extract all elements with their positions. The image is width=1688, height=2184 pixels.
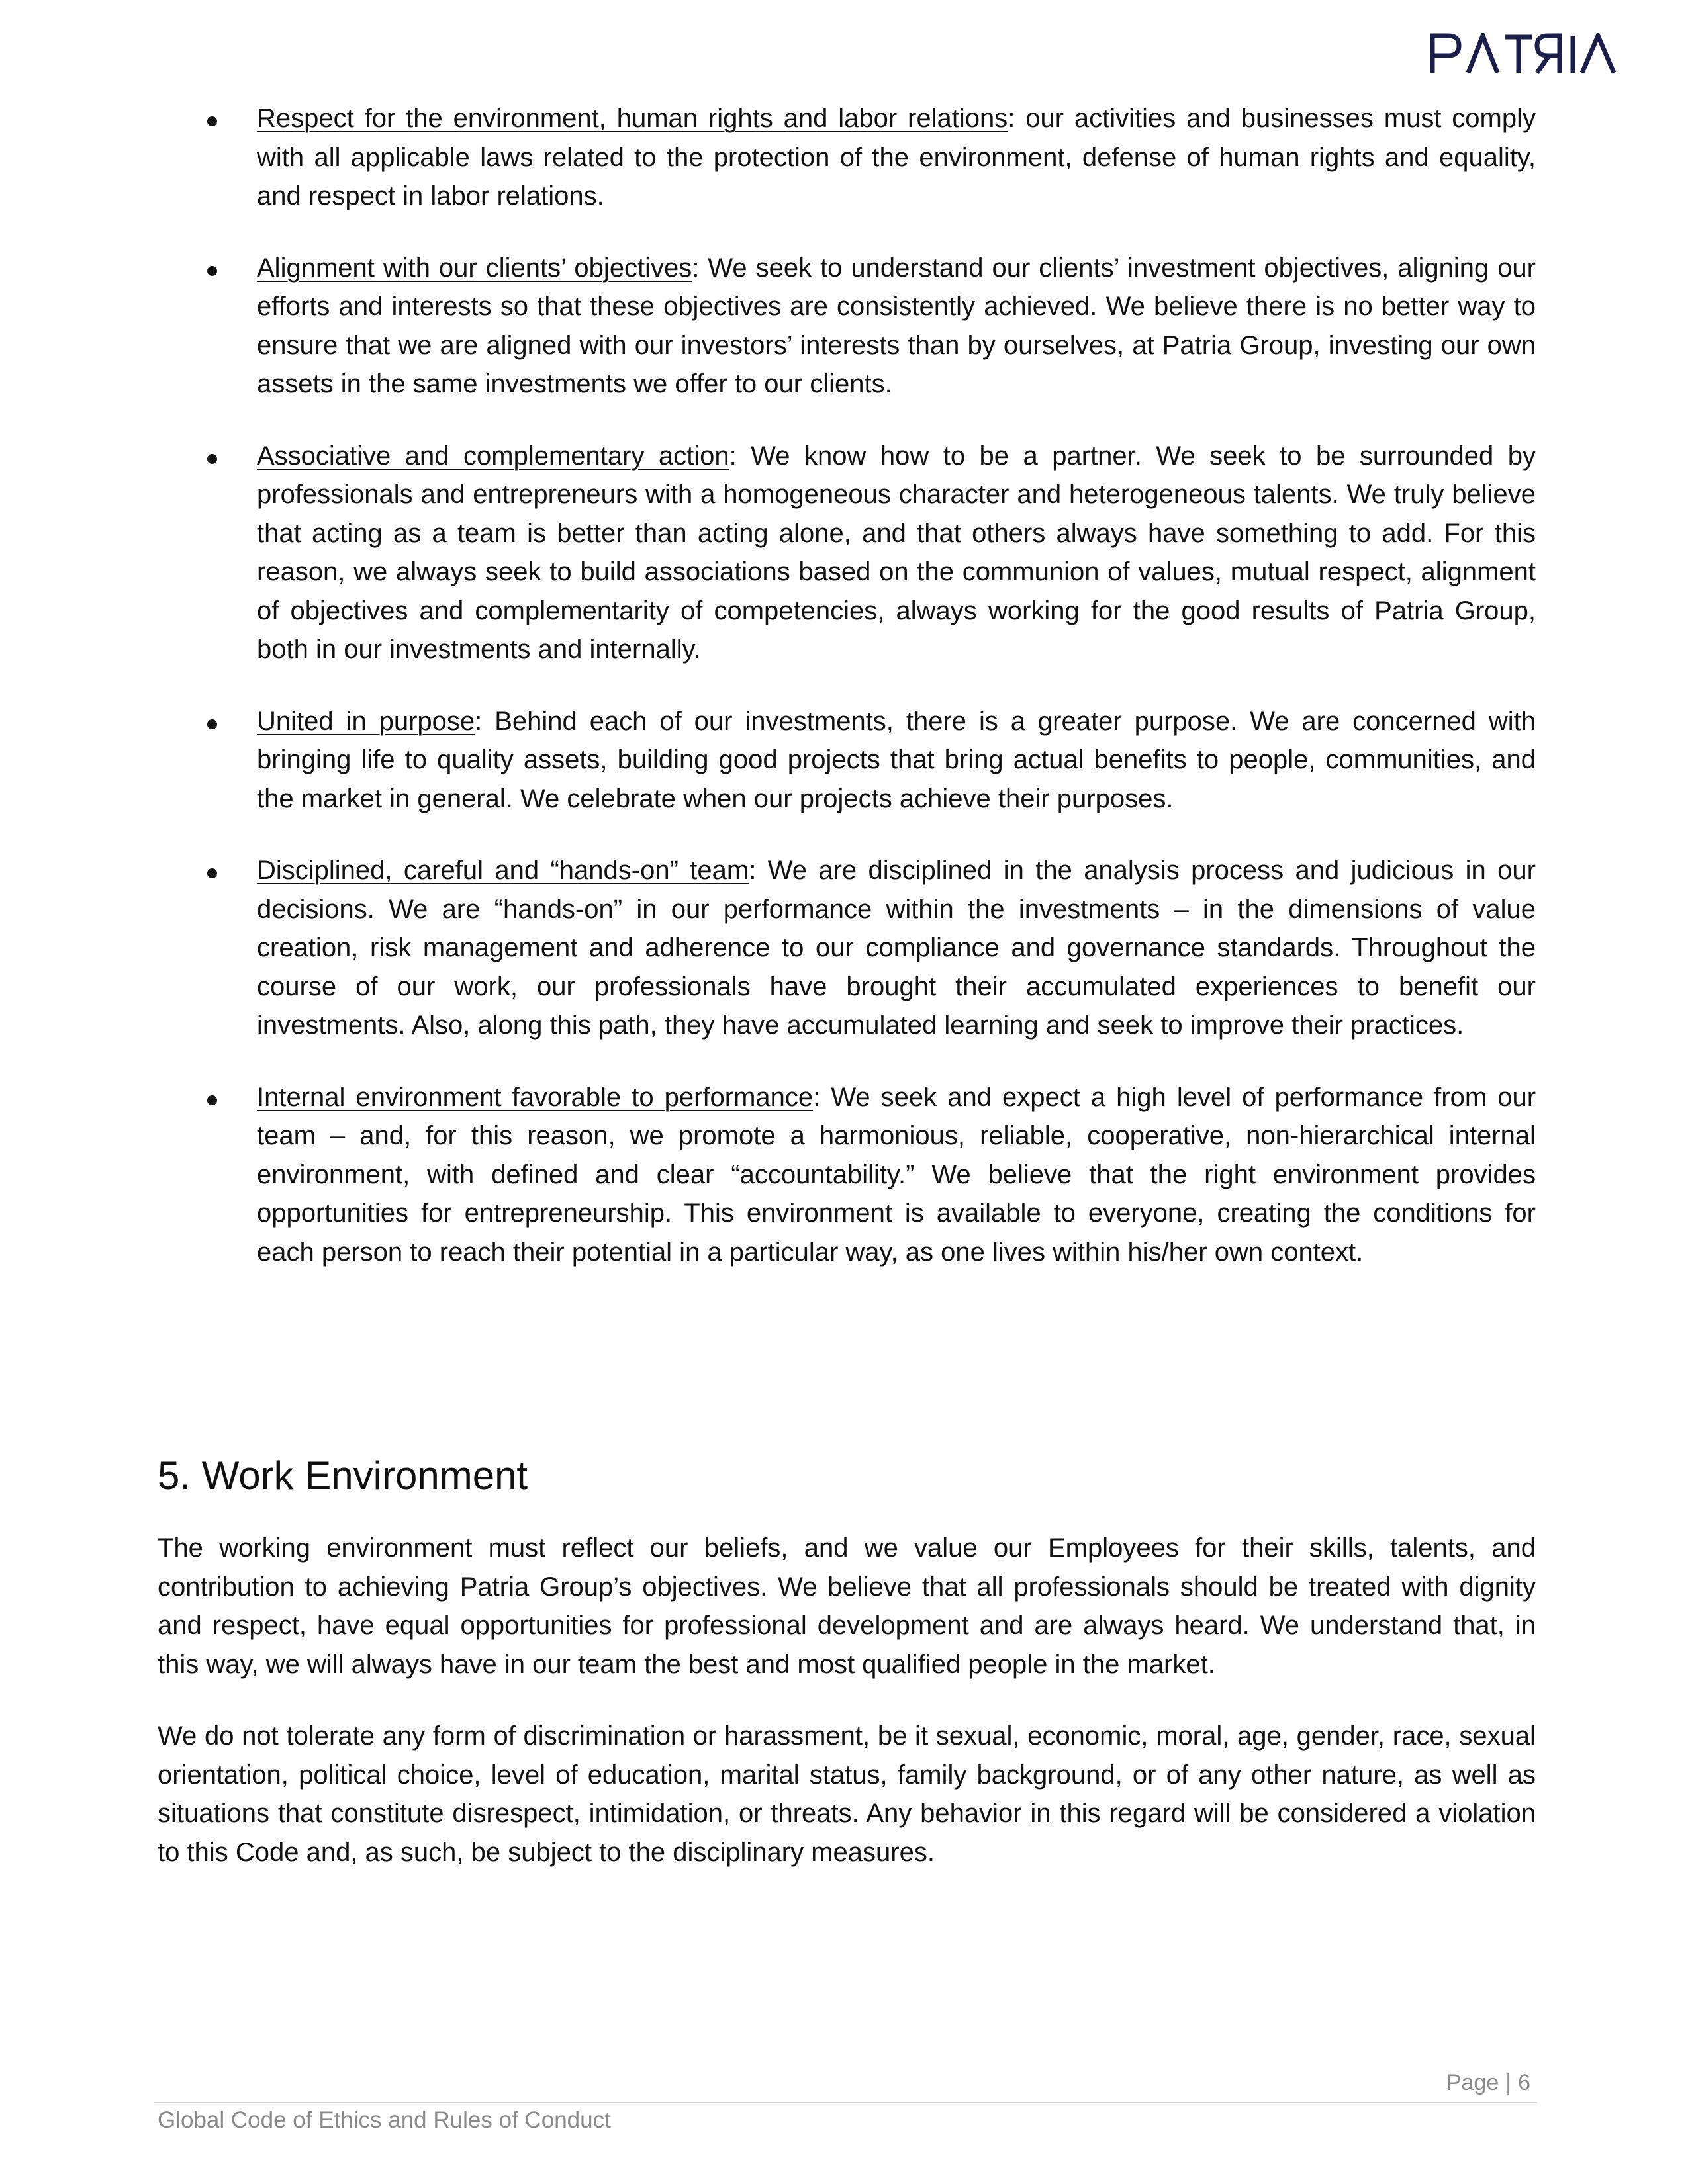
page-number (1446, 2070, 1530, 2096)
bullet-icon (207, 868, 217, 878)
value-term: United in purpose (257, 706, 475, 736)
page-number-value: 6 (1518, 2070, 1530, 2095)
page-separator: | (1505, 2070, 1512, 2095)
section-body (158, 1529, 1536, 1905)
bullet-icon (207, 454, 217, 464)
value-paragraph (257, 437, 1536, 669)
value-text: : We seek and expect a high level of performance from our team – and, for this reason, we promote a harmonious, reliable, cooperative, non-hierarchical internal environment, with defined and clear “accountability.” We believe that the right environment provides opportunities for entrepreneurship. This environment is available to everyone, creating the conditions for each person to reach their potential in a particular way, as one lives within his/her own context. (257, 1082, 1536, 1267)
patria-logo (1429, 33, 1627, 74)
value-paragraph (257, 99, 1536, 216)
page-label: Page (1446, 2070, 1499, 2095)
value-text: : We know how to be a partner. We seek to be surrounded by professionals and entrepreneurs with a homogeneous character and heterogeneous talents. We truly believe that acting as a team is better than acting alone, and that others always have something to add. For this reason, we always seek to build associations based on the communion of values, mutual respect, alignment of objectives and complementarity of competencies, always working for the good results of Patria Group, both in our investments and internally. (257, 441, 1536, 664)
value-text: : our activities and businesses must comply with all applicable laws related to the protection of the environment, defense of human rights and equality, and respect in labor relations. (257, 104, 1536, 210)
list-item (199, 437, 1536, 669)
values-list (199, 99, 1536, 1304)
value-text: : We seek to understand our clients’ investment objectives, aligning our efforts and interests so that these objectives are consistently achieved. We believe there is no better way to ensure that we are aligned with our investors’ interests than by ourselves, at Patria Group, investing our own assets in the same investments we offer to our clients. (257, 253, 1536, 398)
bullet-icon (207, 266, 217, 276)
value-paragraph (257, 1078, 1536, 1272)
body-paragraph: We do not tolerate any form of discrimination or harassment, be it sexual, economic, moral, age, gender, race, sexual orientation, political choice, level of education, marital status, family background, or of any other nature, as well as situations that constitute disrespect, intimidation, or threats. Any behavior in this regard will be considered a violation to this Code and, as such, be subject to the disciplinary measures. (158, 1721, 1536, 1867)
value-text: : Behind each of our investments, there is a greater purpose. We are concerned with bringing life to quality assets, building good projects that bring actual benefits to people, communities, and the market in general. We celebrate when our projects achieve their purposes. (257, 706, 1536, 813)
footer-divider (154, 2102, 1537, 2103)
footer-document-title: Global Code of Ethics and Rules of Conduct (158, 2107, 611, 2133)
patria-logo-mark (1429, 33, 1627, 74)
value-paragraph (257, 702, 1536, 819)
list-item (199, 99, 1536, 216)
list-item (199, 851, 1536, 1045)
list-item (199, 702, 1536, 819)
value-paragraph (257, 249, 1536, 404)
list-item (199, 249, 1536, 404)
section-heading: 5. Work Environment (158, 1453, 528, 1498)
bullet-icon (207, 1095, 217, 1105)
body-paragraph: The working environment must reflect our beliefs, and we value our Employees for their skills, talents, and contribution to achieving Patria Group’s objectives. We believe that all professionals should be treated with dignity and respect, have equal opportunities for professional development and are always heard. We understand that, in this way, we will always have in our team the best and most qualified people in the market. (158, 1533, 1536, 1679)
value-term: Alignment with our clients’ objectives (257, 253, 692, 283)
bullet-icon (207, 719, 217, 729)
value-paragraph (257, 851, 1536, 1045)
value-text: : We are disciplined in the analysis process and judicious in our decisions. We are “hands-on” in our performance within the investments – in the dimensions of value creation, risk management and adherence to our compliance and governance standards. Throughout the course of our work, our professionals have brought their accumulated experiences to benefit our investments. Also, along this path, they have accumulated learning and seek to improve their practices. (257, 856, 1536, 1040)
list-item (199, 1078, 1536, 1272)
value-term: Disciplined, careful and “hands-on” team (257, 856, 749, 885)
bullet-icon (207, 116, 217, 126)
value-term: Internal environment favorable to performance (257, 1082, 814, 1112)
value-term: Associative and complementary action (257, 441, 729, 471)
value-term: Respect for the environment, human rights and labor relations (257, 104, 1008, 133)
